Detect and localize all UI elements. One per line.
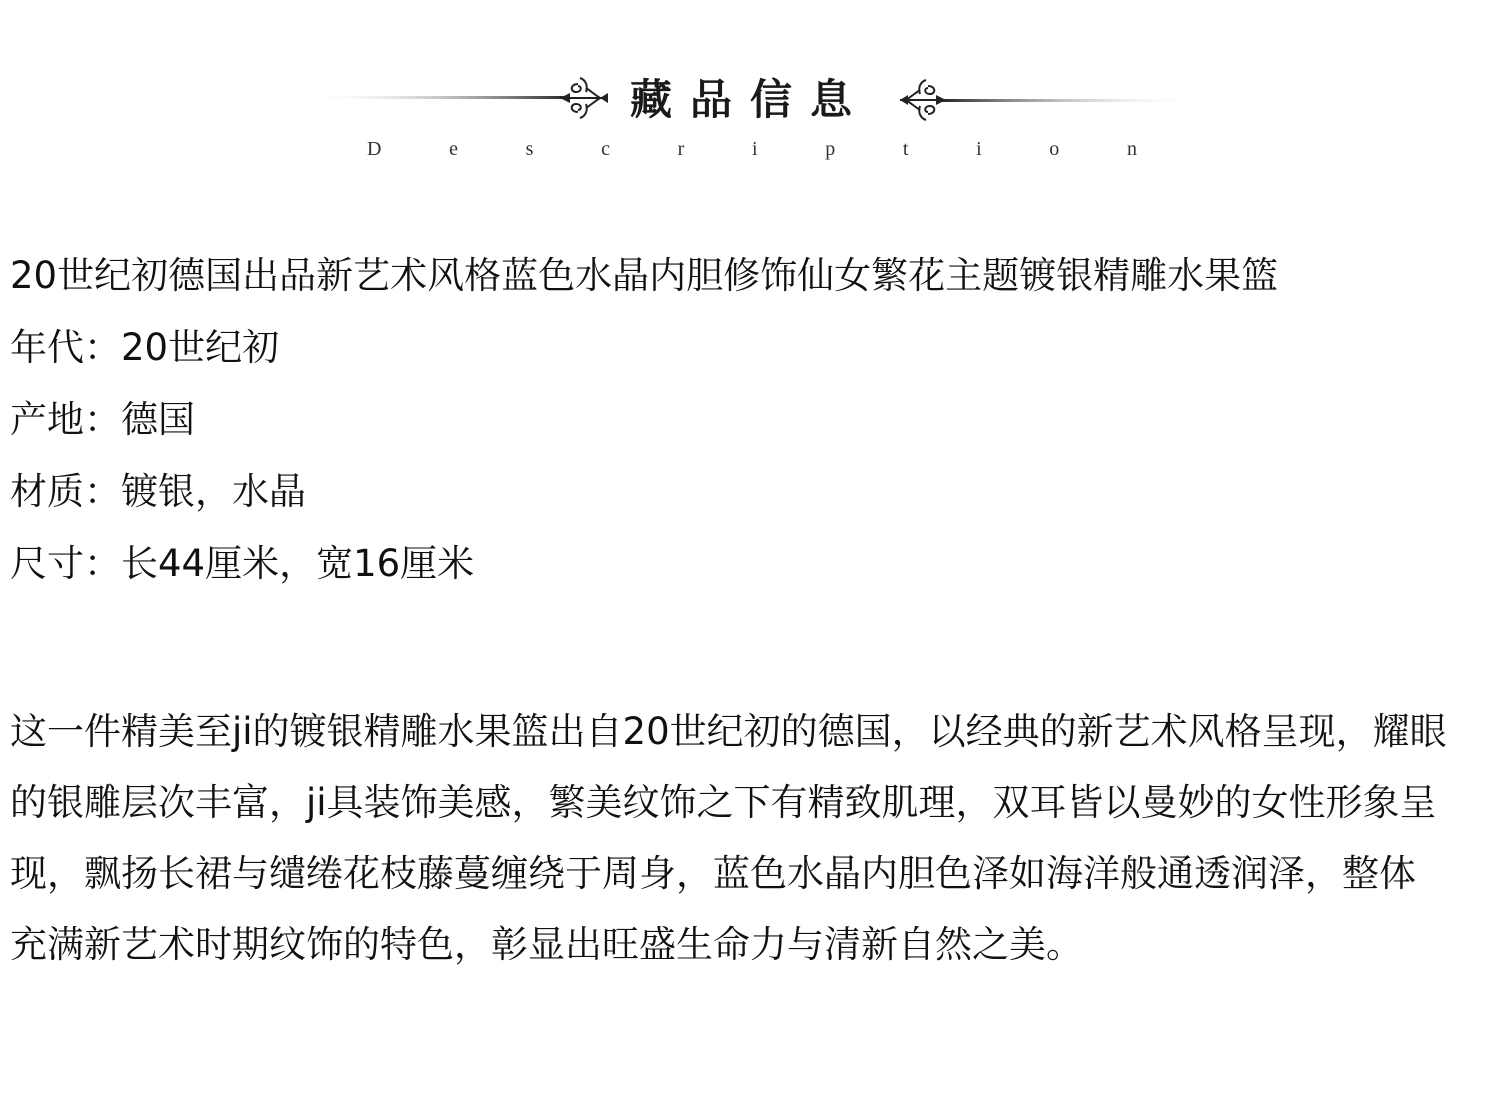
section-title: 藏品信息 — [629, 75, 870, 124]
item-description: 这一件精美至ji的镀银精雕水果篮出自20世纪初的德国，以经典的新艺术风格呈现，耀眼的银雕层次丰富，ji具装饰美感，繁美纹饰之下有精致肌理，双耳皆以曼妙的女性形象呈现，飘扬长裙与缱绻花枝藤蔓缠绕于周身，蓝色水晶内胆色泽如海洋般通透润泽，整体充满新艺术时期纹饰的特色，彰显出旺盛生命力与清新自然之美。 — [10, 710, 1447, 966]
subtitle-letter: c — [601, 138, 610, 160]
field-label: 材质： — [10, 470, 121, 513]
subtitle-letter: i — [976, 138, 982, 160]
field-label: 产地： — [10, 398, 121, 441]
subtitle-letter: D — [367, 138, 382, 160]
subtitle-letter: s — [525, 138, 534, 160]
field-value: 德国 — [121, 398, 195, 441]
subtitle-letter: r — [677, 138, 685, 160]
field-material — [10, 456, 1450, 528]
subtitle-letter: o — [1049, 138, 1060, 160]
field-value: 20世纪初 — [121, 326, 280, 369]
subtitle-letter: t — [902, 138, 909, 160]
section-header — [0, 0, 1500, 175]
subtitle-letter: e — [449, 138, 458, 160]
item-name: 20世纪初德国出品新艺术风格蓝色水晶内胆修饰仙女繁花主题镀银精雕水果篮 — [10, 254, 1279, 297]
field-era — [10, 312, 1450, 384]
item-details — [10, 240, 1450, 980]
field-origin — [10, 384, 1450, 456]
field-value: 长44厘米，宽16厘米 — [121, 542, 475, 585]
field-value: 镀银，水晶 — [121, 470, 306, 513]
field-label: 尺寸： — [10, 542, 121, 585]
subtitle-letter: n — [1126, 138, 1137, 160]
subtitle-letter: p — [825, 138, 836, 160]
subtitle-letter: i — [751, 138, 758, 160]
spacer — [10, 600, 1450, 696]
field-size — [10, 528, 1450, 600]
field-label: 年代： — [10, 326, 121, 369]
section-subtitle — [367, 136, 1137, 162]
